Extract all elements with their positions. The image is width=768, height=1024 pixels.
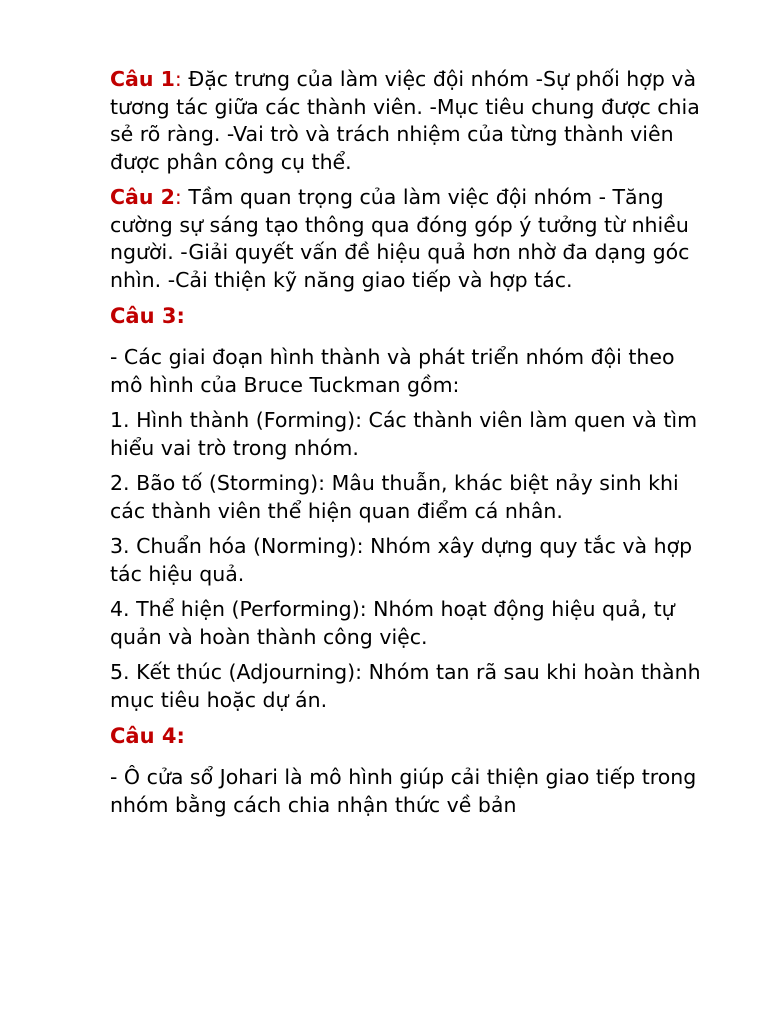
question-4-text: - Ô cửa sổ Johari là mô hình giúp cải thiện giao tiếp trong nhóm bằng cách chia nhận thức về bản [110, 765, 697, 817]
question-2-paragraph [110, 184, 710, 294]
stage-norming: 3. Chuẩn hóa (Norming): Nhóm xây dựng quy tắc và hợp tác hiệu quả. [110, 534, 693, 586]
question-1-label: Câu 1 [110, 67, 175, 91]
stage-forming: 1. Hình thành (Forming): Các thành viên làm quen và tìm hiểu vai trò trong nhóm. [110, 408, 698, 460]
question-2-label: Câu 2 [110, 185, 175, 209]
stage-storming: 2. Bão tố (Storming): Mâu thuẫn, khác biệt nảy sinh khi các thành viên thể hiện quan điểm cá nhân. [110, 471, 679, 523]
stage-performing: 4. Thể hiện (Performing): Nhóm hoạt động hiệu quả, tự quản và hoàn thành công việc. [110, 597, 675, 649]
question-1-colon: : [174, 67, 182, 91]
question-3-heading: Câu 3: [110, 304, 185, 328]
question-1-paragraph [110, 66, 710, 176]
document-page [110, 66, 710, 827]
question-3-intro: - Các giai đoạn hình thành và phát triển nhóm đội theo mô hình của Bruce Tuckman gồm: [110, 345, 675, 397]
stage-adjourning: 5. Kết thúc (Adjourning): Nhóm tan rã sau khi hoàn thành mục tiêu hoặc dự án. [110, 660, 701, 712]
question-2-colon: : [174, 185, 182, 209]
question-4-heading: Câu 4: [110, 724, 185, 748]
question-2-text: Tầm quan trọng của làm việc đội nhóm - Tăng cường sự sáng tạo thông qua đóng góp ý tưởng từ nhiều người. -Giải quyết vấn đề hiệu quả hơn nhờ đa dạng góc nhìn. -Cải thiện kỹ năng giao tiếp và hợp tác. [110, 185, 690, 292]
question-1-text: Đặc trưng của làm việc đội nhóm -Sự phối hợp và tương tác giữa các thành viên. -Mục tiêu chung được chia sẻ rõ ràng. -Vai trò và trách nhiệm của từng thành viên được phân công cụ thể. [110, 67, 700, 174]
